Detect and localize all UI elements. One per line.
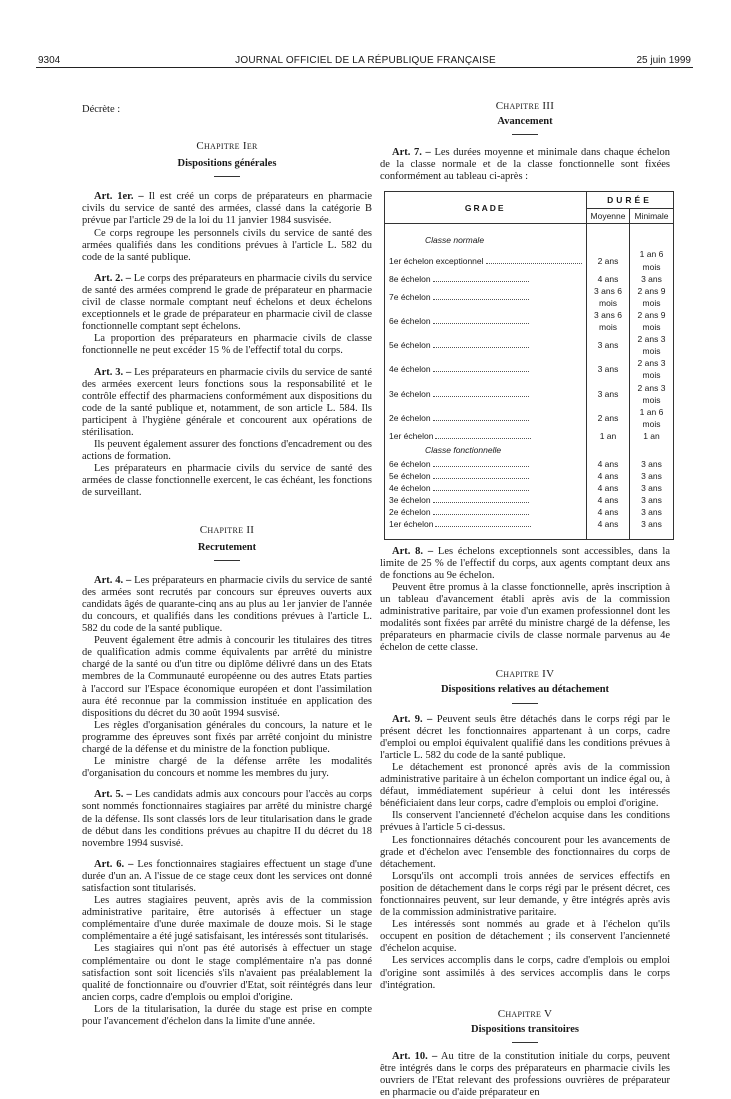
table-row xyxy=(385,430,674,442)
table-row xyxy=(385,309,674,333)
chapter-4-title: Dispositions relatives au détachement xyxy=(380,684,670,703)
article-3-text: Les préparateurs en pharmacie civils du service de santé des armées exercent leurs fonctions sous la responsabilité et le contrôle effectif des pharmaciens conformément aux dispositions du code de la santé publique et, notamment, de son article L. 584. Ils participent à l'hygiène générale et concourent aux opérations de stérilisation. xyxy=(82,366,373,438)
grade-cell xyxy=(385,273,587,285)
table-row xyxy=(385,518,674,530)
moyenne-cell: 4 ans xyxy=(586,518,630,530)
moyenne-cell: 4 ans xyxy=(586,458,630,470)
grade-label: 5e échelon xyxy=(389,471,431,482)
article-9-text: Peuvent seuls être détachés dans le corps régi par le présent décret les fonctionnaires appartenant à un corps, cadre d'emploi ou emploi équivalent qualifié dans les conditions prévues à l'article L. 582 du code de la santé publique. xyxy=(380,713,670,761)
minimale-cell: 2 ans 3 mois xyxy=(630,382,673,406)
article-10-number: Art. 10. – xyxy=(392,1050,438,1062)
article-3-number: Art. 3. – xyxy=(94,366,132,378)
journal-title: JOURNAL OFFICIEL DE LA RÉPUBLIQUE FRANÇAISE xyxy=(235,55,496,66)
article-9 xyxy=(380,714,670,762)
leader-dots xyxy=(433,281,529,282)
grade-cell xyxy=(385,482,587,494)
table-row xyxy=(385,406,674,430)
article-2-para-2: La proportion des préparateurs en pharmacie civils de classe fonctionnelle ne peut excéder 15 % de l'effectif total du corps. xyxy=(82,333,372,357)
minimale-cell: 1 an 6 mois xyxy=(630,248,673,272)
article-6-para-2: Les autres stagiaires peuvent, après avis de la commission administrative paritaire, être autorisés à effectuer un stage complémentaire d'une durée maximale de douze mois. Si le stage complémentaire a été jugé satisfaisant, les intéressés sont titularisés. xyxy=(82,895,372,943)
grade-label: 5e échelon xyxy=(389,340,431,351)
grade-label: 8e échelon xyxy=(389,273,431,284)
minimale-cell: 1 an 6 mois xyxy=(630,406,673,430)
moyenne-cell: 2 ans xyxy=(586,406,630,430)
article-1-para-2: Ce corps regroupe les personnels civils du service de santé des armées qualifiés dans les conditions prévues à l'article L. 582 du code de la santé publique. xyxy=(82,227,372,263)
article-2 xyxy=(82,273,372,333)
grade-label: 2e échelon xyxy=(389,507,431,518)
table-row xyxy=(385,333,674,357)
minimale-cell: 2 ans 9 mois xyxy=(630,309,673,333)
moyenne-cell: 3 ans xyxy=(586,382,630,406)
article-5-text: Les candidats admis aux concours pour l'accès au corps sont nommés fonctionnaires stagiaires par arrêté du ministre chargé de la défense. Ils sont classés lors de leur titularisation dans le grade de début dans les conditions prévues au chapitre II du décret du 18 novembre 1994 susvisé. xyxy=(82,789,373,849)
col-minimale-header: Minimale xyxy=(630,209,673,224)
minimale-cell: 1 an xyxy=(630,430,673,442)
article-3-para-2: Ils peuvent également assurer des fonctions d'encadrement ou des actions de formation. xyxy=(82,439,372,463)
chapter-2-label: Chapitre II xyxy=(199,523,255,536)
table-row xyxy=(385,382,674,406)
grade-label: 6e échelon xyxy=(389,458,431,469)
moyenne-cell: 4 ans xyxy=(586,506,630,518)
moyenne-cell: 3 ans 6 mois xyxy=(586,285,630,309)
minimale-cell: 3 ans xyxy=(630,518,673,530)
page-number: 9304 xyxy=(38,55,61,66)
section-classe-fonctionnelle: Classe fonctionnelle xyxy=(385,442,587,458)
grade-label: 2e échelon xyxy=(389,412,431,423)
article-1 xyxy=(82,191,372,227)
moyenne-cell: 1 an xyxy=(586,430,630,442)
article-8-para-2: Peuvent être promus à la classe fonctionnelle, après inscription à un tableau d'avancement établi après avis de la commission administrative paritaire, par voie d'un examen professionnel dont les modalités sont fixées par arrêté du ministre chargé de la défense, les préparateurs en pharmacie civils de classe normale parvenus au 4e échelon de cette classe. xyxy=(380,581,670,654)
minimale-cell: 2 ans 3 mois xyxy=(630,333,673,357)
article-7 xyxy=(380,147,670,183)
article-4-text: Les préparateurs en pharmacie civils du service de santé des armées sont recrutés par concours sur épreuves ouverts aux candidats âgés de quarante-cinq ans au plus au 1er janvier de l'année du concours, et qualifiés dans les conditions prévues à l'article L. 582 du code de la santé publique. xyxy=(82,574,373,635)
leader-dots xyxy=(435,438,531,439)
decrete-text: Décrète : xyxy=(82,104,121,115)
article-8-text: Les échelons exceptionnels sont accessibles, dans la limite de 25 % de l'effectif du corps, aux agents comptant deux ans de fonctions au 9e échelon. xyxy=(380,545,670,581)
chapter-1-label: Chapitre Ier xyxy=(196,140,258,153)
article-2-text: Le corps des préparateurs en pharmacie civils du service de santé des armées comprend le grade de préparateur en pharmacie civil de classe normale comptant neuf échelons et deux échelons exceptionnels et le grade de préparateur en pharmacie civil de classe fonctionnelle comptant sept échelons. xyxy=(82,272,373,333)
leader-dots xyxy=(433,478,529,479)
article-10-text: Au titre de la constitution initiale du corps, peuvent être intégrés dans le corps des préparateurs en pharmacie civils les ouvriers de l'Etat relevant des professions ouvrières de préparateur en pharmacie ou d'aide préparateur en xyxy=(380,1050,670,1099)
publication-date: 25 juin 1999 xyxy=(636,55,691,66)
moyenne-cell: 4 ans xyxy=(586,494,630,506)
grade-cell xyxy=(385,285,587,309)
table-row xyxy=(385,285,674,309)
page-header xyxy=(0,0,731,66)
article-9-number: Art. 9. – xyxy=(392,713,433,725)
grade-label: 4e échelon xyxy=(389,364,431,375)
minimale-cell: 2 ans 3 mois xyxy=(630,357,673,381)
table-row xyxy=(385,494,674,506)
grade-duration-table xyxy=(384,191,674,539)
chapter-3-title: Avancement xyxy=(380,116,670,135)
moyenne-cell: 3 ans xyxy=(586,333,630,357)
article-5 xyxy=(82,789,372,849)
article-6-para-3: Les stagiaires qui n'ont pas été autorisés à effectuer un stage complémentaire ou dont le stage complémentaire n'a pas donné satisfaction sont soit licenciés s'ils n'avaient pas préalablement la qualité de fonctionnaire ou d'ouvrier d'Etat, soit réintégrés dans leur ancien corps, cadre d'emplois ou emploi d'origine. xyxy=(82,943,372,1003)
article-4-number: Art. 4. – xyxy=(94,574,132,586)
grade-cell xyxy=(385,518,587,530)
article-6 xyxy=(82,859,372,895)
article-3-para-3: Les préparateurs en pharmacie civils du service de santé des armées de classe fonctionnelle exercent, le cas échéant, les fonctions de surveillant. xyxy=(82,463,372,499)
chapter-3-label: Chapitre III xyxy=(495,100,555,112)
minimale-cell: 3 ans xyxy=(630,506,673,518)
moyenne-cell: 4 ans xyxy=(586,273,630,285)
minimale-cell: 3 ans xyxy=(630,470,673,482)
article-3 xyxy=(82,367,372,440)
grade-cell xyxy=(385,248,587,272)
article-4 xyxy=(82,575,372,635)
minimale-cell: 3 ans xyxy=(630,273,673,285)
moyenne-cell: 3 ans xyxy=(586,357,630,381)
grade-cell xyxy=(385,333,587,357)
leader-dots xyxy=(433,299,529,300)
article-7-text: Les durées moyenne et minimale dans chaque échelon de la classe normale et de la classe fonctionnelle sont fixées conformément au tableau ci-après : xyxy=(380,147,671,183)
chapter-5-label: Chapitre V xyxy=(497,1007,553,1020)
article-8 xyxy=(380,546,670,582)
grade-label: 3e échelon xyxy=(389,495,431,506)
col-duree-header: DURÉE xyxy=(586,192,673,209)
leader-dots xyxy=(433,490,529,491)
article-1-number: Art. 1er. – xyxy=(94,191,144,203)
leader-dots xyxy=(433,347,529,348)
article-4-para-3: Les règles d'organisation générales du concours, la nature et le programme des épreuves sont fixés par arrêté conjoint du ministre chargé de la défense et du ministre de la fonction publique. xyxy=(82,719,372,756)
article-6-text: Les fonctionnaires stagiaires effectuent un stage d'une durée d'un an. A l'issue de ce stage ceux dont les services ont donné satisfaction sont titularisés. xyxy=(82,858,373,894)
grade-label: 6e échelon xyxy=(389,315,431,326)
section-classe-normale: Classe normale xyxy=(385,232,587,248)
minimale-cell: 2 ans 9 mois xyxy=(630,285,673,309)
left-column xyxy=(82,96,372,1028)
grade-label: 4e échelon xyxy=(389,483,431,494)
leader-dots xyxy=(433,371,529,372)
leader-dots xyxy=(435,526,531,527)
grade-cell xyxy=(385,470,587,482)
article-6-para-4: Lors de la titularisation, la durée du stage est prise en compte pour l'avancement d'échelon dans la limite d'une année. xyxy=(82,1003,372,1027)
grade-label: 1er échelon xyxy=(389,519,434,530)
grade-cell xyxy=(385,309,587,333)
right-column xyxy=(380,100,670,1099)
table-row xyxy=(385,482,674,494)
article-10 xyxy=(380,1051,670,1099)
chapter-1-title: Dispositions générales xyxy=(82,158,372,177)
col-grade-header: GRADE xyxy=(385,192,587,224)
table-row xyxy=(385,273,674,285)
moyenne-cell: 4 ans xyxy=(586,470,630,482)
grade-cell xyxy=(385,458,587,470)
grade-cell xyxy=(385,506,587,518)
grade-cell xyxy=(385,494,587,506)
minimale-cell: 3 ans xyxy=(630,458,673,470)
chapter-5-title: Dispositions transitoires xyxy=(380,1024,670,1043)
minimale-cell: 3 ans xyxy=(630,494,673,506)
table-row xyxy=(385,248,674,272)
grade-label: 3e échelon xyxy=(389,388,431,399)
leader-dots xyxy=(433,396,529,397)
minimale-cell: 3 ans xyxy=(630,482,673,494)
grade-label: 7e échelon xyxy=(389,291,431,302)
article-1-text: Il est créé un corps de préparateurs en pharmacie civils du service de santé des armées, classé dans la catégorie B prévue par l'article 29 de la loi du 11 janvier 1984 susvisée. xyxy=(82,191,372,227)
article-9-para-4: Les fonctionnaires détachés concourent pour les avancements de grade et d'échelon avec l'ensemble des fonctionnaires du corps de détachement. xyxy=(380,834,670,870)
leader-dots xyxy=(433,323,529,324)
col-moyenne-header: Moyenne xyxy=(586,209,630,224)
article-9-para-7: Les services accomplis dans le corps, cadre d'emplois ou emploi d'origine sont assimilés à des services accomplis dans le corps d'intégration. xyxy=(380,955,670,991)
article-6-number: Art. 6. – xyxy=(94,858,134,870)
article-9-para-6: Les intéressés sont nommés au grade et à l'échelon qu'ils occupent en position de détachement ; ils conservent l'ancienneté d'échelon acquise. xyxy=(380,919,670,955)
moyenne-cell: 2 ans xyxy=(586,248,630,272)
article-8-number: Art. 8. – xyxy=(392,545,434,557)
leader-dots xyxy=(433,502,529,503)
article-4-para-2: Peuvent également être admis à concourir les titulaires des titres de qualification admis comme équivalents par arrêté du ministre chargé de la santé ou d'un titre ou diplôme délivré dans un des Etats membres de la Communauté européenne ou des autres Etats parties à l'accord sur l'Espace économique européen et dont l'assimilation aura été reconnue par la commission instituée en application des dispositions du décret du 30 août 1994 susvisé. xyxy=(82,635,372,719)
table-row xyxy=(385,470,674,482)
table-row xyxy=(385,458,674,470)
article-2-number: Art. 2. – xyxy=(94,272,131,284)
moyenne-cell: 3 ans 6 mois xyxy=(586,309,630,333)
grade-cell xyxy=(385,406,587,430)
grade-label: 1er échelon exceptionnel xyxy=(389,255,484,266)
grade-label: 1er échelon xyxy=(389,430,434,441)
article-4-para-4: Le ministre chargé de la défense arrête les modalités d'organisation du concours et nomme les membres du jury. xyxy=(82,756,372,780)
chapter-2-title: Recrutement xyxy=(82,542,372,561)
article-5-number: Art. 5. – xyxy=(94,789,132,801)
table-row xyxy=(385,357,674,381)
leader-dots xyxy=(486,263,582,264)
table-row xyxy=(385,506,674,518)
leader-dots xyxy=(433,420,529,421)
chapter-4-label: Chapitre IV xyxy=(495,668,555,681)
article-9-para-5: Lorsqu'ils ont accompli trois années de services effectifs en position de détachement dans le corps régi par le présent décret, ces fonctionnaires peuvent, sur leur demande, y être intégrés après avis de la commission administrative paritaire. xyxy=(380,870,670,919)
grade-cell xyxy=(385,357,587,381)
grade-cell xyxy=(385,382,587,406)
moyenne-cell: 4 ans xyxy=(586,482,630,494)
leader-dots xyxy=(433,514,529,515)
header-rule xyxy=(36,67,693,68)
article-7-number: Art. 7. – xyxy=(392,147,431,159)
leader-dots xyxy=(433,466,529,467)
article-9-para-2: Le détachement est prononcé après avis de la commission administrative paritaire à un échelon comportant un indice égal ou, à défaut, immédiatement supérieur à celui dont les intéressés bénéficiaient dans leur corps, cadre d'emplois ou emploi d'origine. xyxy=(380,761,670,810)
grade-cell xyxy=(385,430,587,442)
article-9-para-3: Ils conservent l'ancienneté d'échelon acquise dans les conditions prévues à l'article 5 ci-dessus. xyxy=(380,810,670,834)
